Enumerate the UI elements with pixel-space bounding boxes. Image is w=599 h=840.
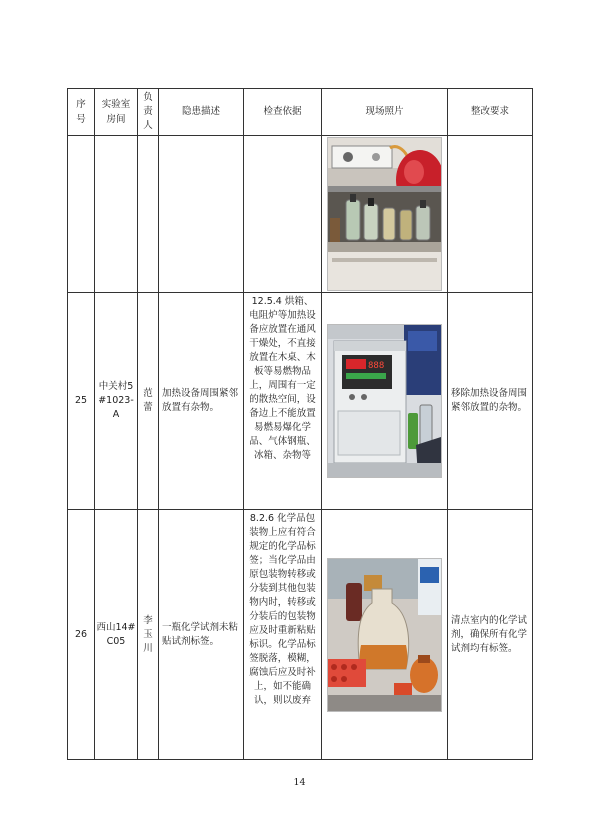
cell-person: 李玉川 (138, 510, 159, 760)
cell-requirement (448, 136, 533, 293)
cell-lab (95, 136, 138, 293)
header-no: 序号 (68, 89, 95, 136)
cell-lab: 中关村5#1023-A (95, 293, 138, 510)
header-lab: 实验室房间 (95, 89, 138, 136)
header-hazard: 隐患描述 (159, 89, 244, 136)
heating-display-readout: 888 (368, 361, 385, 371)
reagent-bottle-photo (327, 558, 442, 712)
cell-no: 26 (68, 510, 95, 760)
cell-photo (322, 136, 448, 293)
table-row (68, 293, 533, 510)
cell-hazard: 一瓶化学试剂未粘贴试剂标签。 (159, 510, 244, 760)
heating-device-photo-icon (328, 325, 441, 477)
hazard-table (67, 88, 533, 760)
heating-device-photo (327, 324, 442, 478)
cell-basis (244, 136, 322, 293)
cell-photo (322, 510, 448, 760)
table-row (68, 136, 533, 293)
reagent-bottle-photo-icon (328, 559, 441, 711)
cell-requirement: 移除加热设备周围紧邻放置的杂物。 (448, 293, 533, 510)
lab-shelf-photo (327, 137, 442, 291)
cell-hazard (159, 136, 244, 293)
header-person: 负责人 (138, 89, 159, 136)
header-requirement: 整改要求 (448, 89, 533, 136)
header-photo: 现场照片 (322, 89, 448, 136)
cell-requirement: 清点室内的化学试剂，确保所有化学试剂均有标签。 (448, 510, 533, 760)
cell-basis: 8.2.6 化学品包装物上应有符合规定的化学品标签；当化学品由原包装物转移或分装到其他包装物内时，转移或分装后的包装物应及时重新粘贴标识。化学品标签脱落，模糊，腐蚀后应及时补上，如不能确认，则以废弃 (244, 510, 322, 760)
lab-shelf-photo-icon (328, 138, 441, 290)
cell-basis: 12.5.4 烘箱、电阻炉等加热设备应放置在通风干燥处，不直接放置在木桌、木板等易燃物品上，周围有一定的散热空间，设备边上不能放置易燃易爆化学品、气体钢瓶、冰箱、杂物等 (244, 293, 322, 510)
cell-person (138, 136, 159, 293)
cell-hazard: 加热设备周围紧邻放置有杂物。 (159, 293, 244, 510)
table-row (68, 510, 533, 760)
cell-no: 25 (68, 293, 95, 510)
cell-photo (322, 293, 448, 510)
cell-no (68, 136, 95, 293)
header-basis: 检查依据 (244, 89, 322, 136)
table-header-row (68, 89, 533, 136)
cell-person: 范蕾 (138, 293, 159, 510)
page-number: 14 (293, 777, 306, 788)
cell-lab: 西山14#C05 (95, 510, 138, 760)
